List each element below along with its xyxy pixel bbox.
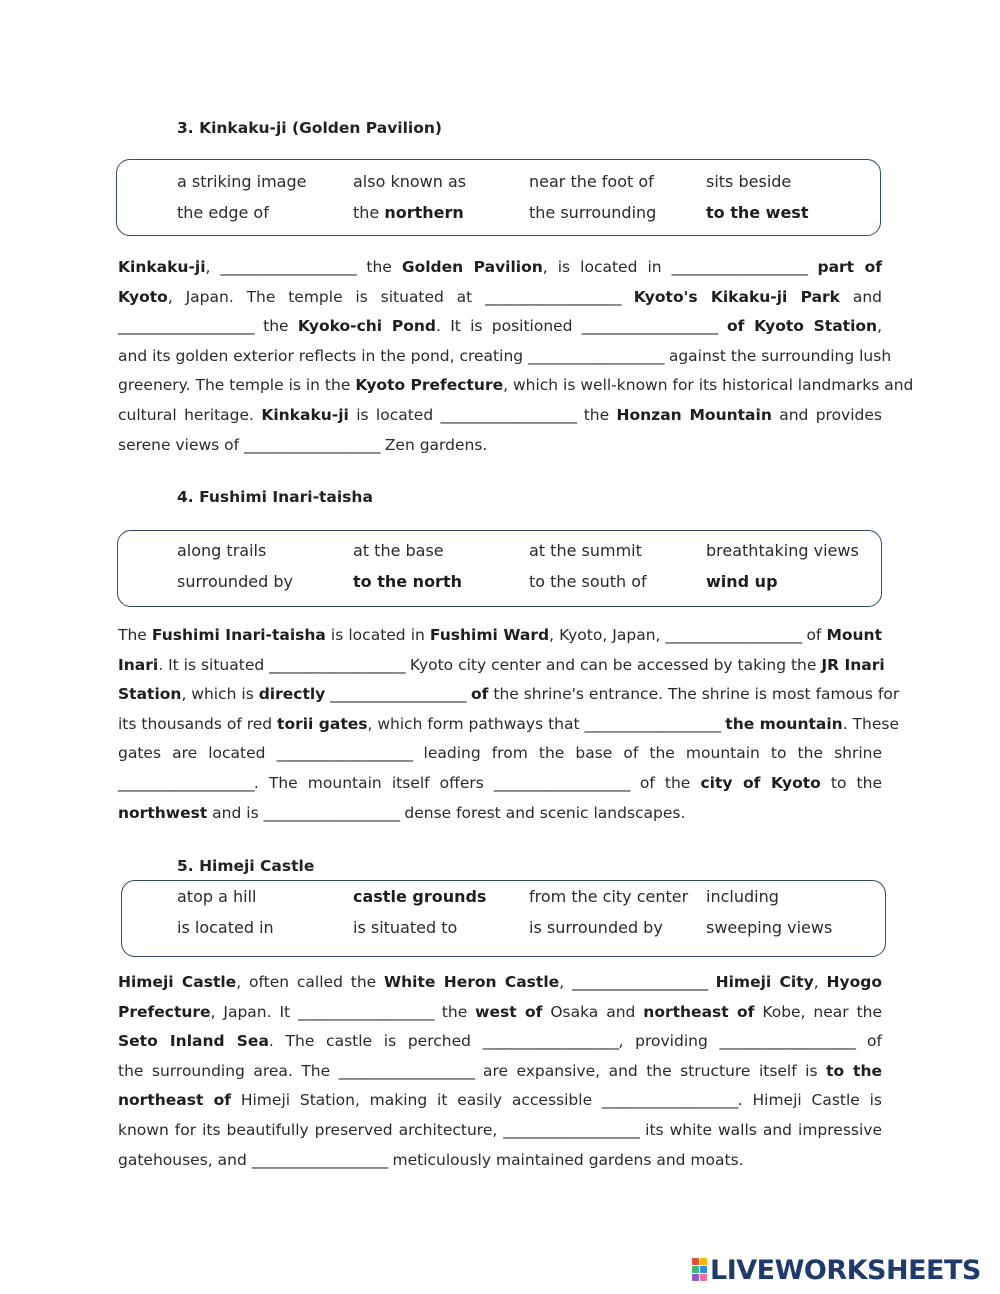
text: of <box>855 1032 882 1051</box>
paragraph-line <box>118 1027 882 1057</box>
word-bank-item: castle grounds <box>353 887 487 906</box>
text: . Himeji Castle is <box>737 1091 882 1110</box>
text <box>708 973 716 991</box>
word-bank-item: breathtaking views <box>706 541 859 560</box>
text: and <box>840 287 882 306</box>
word-bank-item: is located in <box>177 918 274 937</box>
answer-blank[interactable]: ___________________ <box>269 655 405 674</box>
word-bank-item: from the city center <box>529 887 689 906</box>
paragraph-line <box>118 651 885 681</box>
text: . It is positioned <box>436 317 582 336</box>
bold-text: to the <box>826 1061 882 1080</box>
word-bank-item: including <box>706 887 779 906</box>
section-title: 3. Kinkaku-ji (Golden Pavilion) <box>177 119 443 137</box>
bold-text: White Heron Castle <box>384 973 560 991</box>
text: . The castle is perched <box>268 1032 483 1051</box>
text: Himeji Station, making it easily accessible <box>231 1091 602 1110</box>
text: Kobe, near the <box>754 1002 883 1021</box>
bold-text: northeast of <box>118 1091 232 1110</box>
word-bank-item: near the foot of <box>529 172 654 191</box>
text: the <box>433 1002 476 1021</box>
paragraph-line <box>118 371 914 401</box>
bold-text: Inari <box>118 655 159 674</box>
bold-text: northern <box>384 203 464 222</box>
text: , <box>205 258 221 276</box>
section-title: 4. Fushimi Inari-taisha <box>177 488 373 506</box>
answer-blank[interactable]: ___________________ <box>503 1120 640 1139</box>
text: gates are located <box>118 744 277 763</box>
text: Kyoto city center and can be accessed by taking the <box>404 655 822 674</box>
paragraph-line <box>118 621 882 651</box>
logo-square <box>692 1274 699 1281</box>
text: against the surrounding lush <box>663 346 892 365</box>
text: are expansive, and the structure itself is <box>474 1061 827 1080</box>
text: , providing <box>618 1032 720 1051</box>
section-title: 5. Himeji Castle <box>177 857 315 875</box>
bold-text: Kyoko-chi Pond <box>297 317 436 336</box>
word-bank-item: to the north <box>353 572 462 591</box>
text: the shrine's entrance. The shrine is most famous for <box>488 685 900 704</box>
answer-blank[interactable]: ___________________ <box>584 714 721 733</box>
bold-text: Fushimi Inari-taisha <box>151 626 326 644</box>
text: , which form pathways that <box>367 714 585 733</box>
word-bank-item: to the west <box>706 203 809 222</box>
answer-blank[interactable]: ___________________ <box>118 317 254 336</box>
text: leading from the base of the mountain to the shrine <box>412 744 883 763</box>
text: meticulously maintained gardens and moats. <box>387 1150 744 1169</box>
text: the <box>356 258 402 276</box>
word-bank-item: the northern <box>353 203 464 222</box>
paragraph-line <box>118 1086 882 1116</box>
text: Osaka and <box>542 1002 644 1021</box>
text: , <box>813 973 827 991</box>
paragraph-line <box>118 342 892 372</box>
logo-square <box>700 1258 707 1265</box>
text: , which is <box>181 685 259 704</box>
text <box>621 288 634 306</box>
word-bank-item: sweeping views <box>706 918 833 937</box>
text: . It is situated <box>158 655 270 674</box>
paragraph-line <box>118 968 882 998</box>
bold-text: Kyoto <box>118 287 168 306</box>
bold-text: Hyogo <box>826 973 882 991</box>
bold-text: part of <box>817 258 882 276</box>
answer-blank[interactable]: ___________________ <box>338 1061 475 1080</box>
answer-blank[interactable]: ___________________ <box>263 803 400 822</box>
text: serene views of <box>118 435 245 454</box>
paragraph-line <box>118 998 882 1028</box>
text <box>718 317 727 335</box>
word-bank-item: also known as <box>353 172 467 191</box>
bold-text: northwest <box>118 803 208 822</box>
paragraph <box>118 253 914 460</box>
paragraph-line <box>118 799 882 829</box>
text: cultural heritage. <box>118 405 262 424</box>
paragraph <box>118 968 882 1175</box>
text: is located <box>348 405 441 424</box>
answer-blank[interactable]: ___________________ <box>571 973 708 991</box>
paragraph-line <box>118 710 900 740</box>
text: , Japan. The temple is situated at <box>167 287 486 306</box>
text: its thousands of red <box>118 714 278 733</box>
bold-text: Kyoto Prefecture <box>355 376 504 395</box>
text: Zen gardens. <box>379 435 488 454</box>
word-bank-item: a striking image <box>177 172 307 191</box>
paragraph-line <box>118 769 882 799</box>
logo-square <box>692 1258 699 1265</box>
word-bank-item: the edge of <box>177 203 269 222</box>
bold-text: northeast of <box>643 1002 755 1021</box>
liveworksheets-logo[interactable] <box>692 1254 981 1286</box>
text: and its golden exterior reflects in the pond, creating <box>118 346 529 365</box>
answer-blank[interactable]: ___________________ <box>665 626 802 644</box>
word-bank-item: wind up <box>706 572 778 591</box>
word-bank-item: the surrounding <box>529 203 657 222</box>
word-bank-item: is situated to <box>353 918 458 937</box>
text: the surrounding area. The <box>118 1061 339 1080</box>
bold-text: Mount <box>826 626 883 644</box>
answer-blank[interactable]: ___________________ <box>298 1002 434 1021</box>
bold-text: city of Kyoto <box>700 773 821 792</box>
text: gatehouses, and <box>118 1150 252 1169</box>
bold-text: of <box>471 685 489 704</box>
bold-text: the mountain <box>725 714 843 733</box>
text: the <box>253 317 298 336</box>
text: to the <box>820 773 882 792</box>
answer-blank[interactable]: ___________________ <box>251 1150 388 1169</box>
answer-blank[interactable]: ___________________ <box>485 287 621 306</box>
bold-text: directly <box>258 685 326 704</box>
answer-blank[interactable]: ___________________ <box>671 258 808 276</box>
paragraph-line <box>118 1146 882 1176</box>
text: , <box>559 973 572 991</box>
answer-blank[interactable]: ___________________ <box>244 435 380 454</box>
logo-square <box>692 1266 699 1273</box>
paragraph-line <box>118 1057 882 1087</box>
answer-blank[interactable]: ___________________ <box>493 773 630 792</box>
logo-square <box>700 1266 707 1273</box>
bold-text: Kinkaku-ji <box>261 405 349 424</box>
text: , Japan. It <box>210 1002 299 1021</box>
word-bank-item: at the summit <box>529 541 642 560</box>
bold-text: torii gates <box>277 714 368 733</box>
text: of the <box>629 773 701 792</box>
text: , often called the <box>236 973 385 991</box>
answer-blank[interactable]: ___________________ <box>581 317 718 336</box>
paragraph-line <box>118 401 882 431</box>
text: the <box>576 405 617 424</box>
bold-text: west of <box>475 1002 543 1021</box>
bold-text: Golden Pavilion <box>401 258 543 276</box>
text: of <box>801 626 827 644</box>
word-bank-item: along trails <box>177 541 267 560</box>
paragraph-line <box>118 253 882 283</box>
paragraph-line <box>118 1116 882 1146</box>
text: greenery. The temple is in the <box>118 376 356 395</box>
bold-text: Fushimi Ward <box>429 626 550 644</box>
text: dense forest and scenic landscapes. <box>399 803 686 822</box>
bold-text: Kinkaku-ji <box>118 258 206 276</box>
answer-blank[interactable]: ___________________ <box>440 405 577 424</box>
answer-blank[interactable]: ___________________ <box>719 1032 856 1051</box>
bold-text: JR Inari <box>821 655 885 674</box>
word-bank-item: to the south of <box>529 572 647 591</box>
bold-text: Honzan Mountain <box>616 405 772 424</box>
word-bank-item: at the base <box>353 541 444 560</box>
answer-blank[interactable]: ___________________ <box>220 258 357 276</box>
bold-text: Himeji Castle <box>118 973 237 991</box>
paragraph-line <box>118 680 900 710</box>
paragraph-line <box>118 739 882 769</box>
text: . These <box>842 714 900 733</box>
bold-text: Prefecture <box>118 1002 211 1021</box>
text <box>807 258 817 276</box>
word-bank <box>116 159 881 236</box>
logo-square <box>700 1274 707 1281</box>
liveworksheets-logo-icon <box>692 1258 708 1282</box>
bold-text: of Kyoto Station <box>726 317 878 336</box>
text: and provides <box>771 405 882 424</box>
word-bank-item: is surrounded by <box>529 918 663 937</box>
answer-blank[interactable]: ___________________ <box>601 1091 738 1110</box>
text: , which is well-known for its historical landmarks and <box>503 376 914 395</box>
paragraph-line <box>118 431 882 461</box>
text: known for its beautifully preserved architecture, <box>118 1120 504 1139</box>
answer-blank[interactable]: ___________________ <box>528 346 664 365</box>
paragraph-line <box>118 283 882 313</box>
answer-blank[interactable]: ___________________ <box>118 773 254 792</box>
text: its white walls and impressive <box>639 1120 882 1139</box>
bold-text: Station <box>118 685 182 704</box>
bold-text: Himeji City <box>715 973 814 991</box>
answer-blank[interactable]: ___________________ <box>276 744 413 763</box>
text: and is <box>207 803 264 822</box>
text: , is located in <box>542 258 672 276</box>
text: , Kyoto, Japan, <box>549 626 666 644</box>
answer-blank[interactable]: ___________________ <box>482 1032 619 1051</box>
word-bank-item: surrounded by <box>177 572 293 591</box>
paragraph <box>118 621 900 828</box>
word-bank-item: sits beside <box>706 172 792 191</box>
text: The <box>118 626 152 644</box>
word-bank-item: atop a hill <box>177 887 257 906</box>
bold-text: Kyoto's Kikaku-ji Park <box>633 287 840 306</box>
text: . The mountain itself offers <box>253 773 494 792</box>
text: is located in <box>325 626 430 644</box>
answer-blank[interactable]: ___________________ <box>330 685 467 704</box>
paragraph-line <box>118 312 882 342</box>
bold-text: Seto Inland Sea <box>118 1032 269 1051</box>
text: , <box>877 317 883 336</box>
logo-text: LIVEWORKSHEETS <box>710 1254 981 1286</box>
